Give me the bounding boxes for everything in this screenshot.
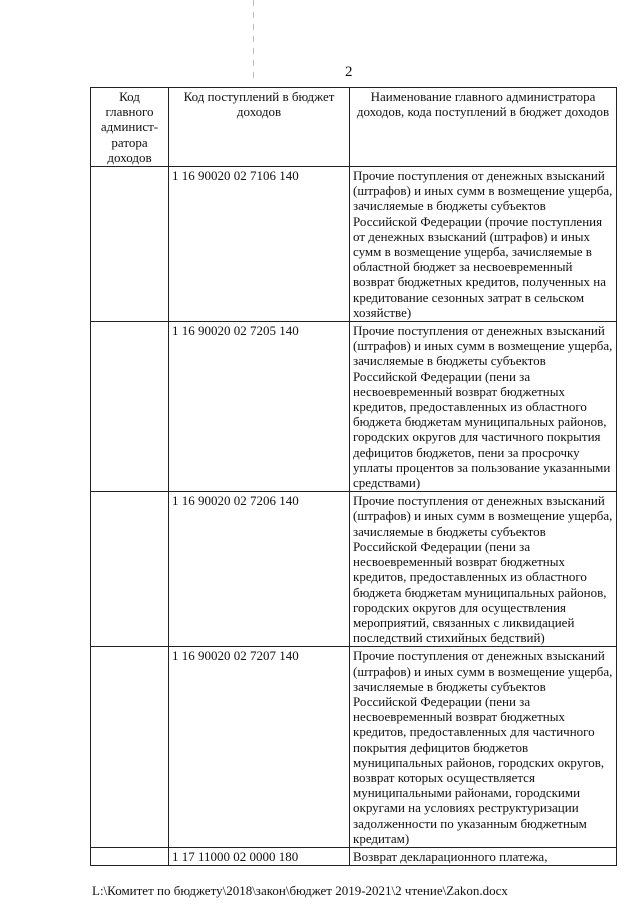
admin-code-cell — [91, 167, 169, 322]
header-admin-code: Код главного админист-ратора доходов — [91, 88, 169, 167]
income-code-cell: 1 16 90020 02 7206 140 — [169, 492, 350, 647]
income-code-cell: 1 17 11000 02 0000 180 — [169, 847, 350, 865]
admin-code-cell — [91, 322, 169, 492]
income-name-cell: Возврат декларационного платежа, — [350, 847, 617, 865]
header-name: Наименование главного администратора доходов, кода поступлений в бюджет доходов — [350, 88, 617, 167]
income-code-cell: 1 16 90020 02 7205 140 — [169, 322, 350, 492]
income-code-cell: 1 16 90020 02 7106 140 — [169, 167, 350, 322]
admin-code-cell — [91, 647, 169, 848]
table-row — [91, 647, 617, 848]
document-file-path: L:\Комитет по бюджету\2018\закон\бюджет 2019-2021\2 чтение\Zakon.docx — [92, 883, 508, 898]
table-row — [91, 492, 617, 647]
income-name-cell: Прочие поступления от денежных взысканий (штрафов) и иных сумм в возмещение ущерба, зачисляемые в бюджеты субъектов Российской Федерации (пени за несвоевременный возврат бюджетных кредитов, предоставленных из областного бюджета бюджетам муниципальных районов, городских округов для частичного покрытия дефицитов бюджетов, пени за просрочку уплаты процентов за пользование указанными средствами) — [350, 322, 617, 492]
admin-code-cell — [91, 492, 169, 647]
income-name-cell: Прочие поступления от денежных взысканий (штрафов) и иных сумм в возмещение ущерба, зачисляемые в бюджеты субъектов Российской Федерации (прочие поступления от денежных взысканий (штрафов) и иных сумм в возмещение ущерба, зачисляемые в областной бюджет за несвоевременный возврат бюджетных кредитов, полученных на кредитование сезонных затрат в сельском хозяйстве) — [350, 167, 617, 322]
table-header-row — [91, 88, 617, 167]
page-number: 2 — [345, 64, 353, 80]
income-name-cell: Прочие поступления от денежных взысканий (штрафов) и иных сумм в возмещение ущерба, зачисляемые в бюджеты субъектов Российской Федерации (пени за несвоевременный возврат бюджетных кредитов, предоставленных из областного бюджета бюджетам муниципальных районов, городских округов для осуществления мероприятий, связанных с ликвидацией последствий стихийных бедствий) — [350, 492, 617, 647]
header-income-code: Код поступлений в бюджет доходов — [169, 88, 350, 167]
admin-code-cell — [91, 847, 169, 865]
income-code-cell: 1 16 90020 02 7207 140 — [169, 647, 350, 848]
table-row — [91, 322, 617, 492]
revenue-administrators-table — [90, 87, 617, 866]
table-row — [91, 847, 617, 865]
income-name-cell: Прочие поступления от денежных взысканий (штрафов) и иных сумм в возмещение ущерба, зачисляемые в бюджеты субъектов Российской Федерации (пени за несвоевременный возврат бюджетных кредитов, предоставленных для частичного покрытия дефицитов бюджетов муниципальных районов, городских округов, возврат которых осуществляется муниципальными районами, городскими округами на условиях реструктуризации задолженности по указанным бюджетным кредитам) — [350, 647, 617, 848]
fold-mark — [253, 0, 254, 82]
table-row — [91, 167, 617, 322]
